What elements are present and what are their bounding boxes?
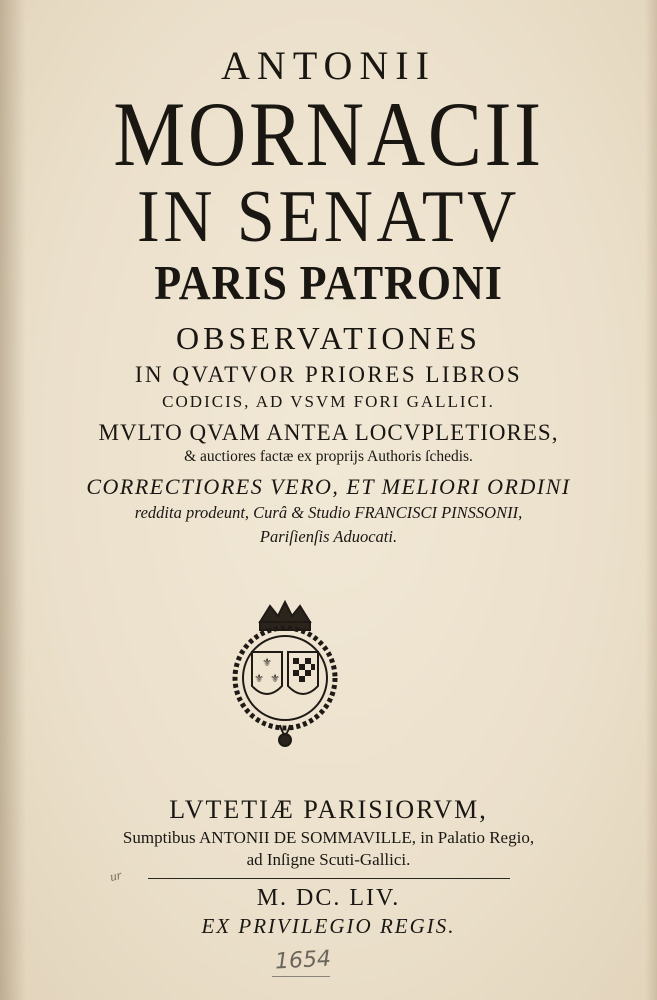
margin-mark: ur (108, 866, 123, 885)
title-line-senatu: IN SENATV (137, 176, 520, 258)
imprint-year: M. DC. LIV. (256, 885, 401, 911)
coat-of-arms-icon (220, 600, 350, 750)
svg-text:⚜: ⚜ (254, 672, 264, 685)
title-line-patroni: PARIS PATRONI (154, 255, 503, 310)
subtitle-line-1: IN QVATVOR PRIORES LIBROS (134, 362, 523, 387)
subtitle-line-5: CORRECTIORES VERO, ET MELIORI ORDINI (86, 474, 571, 499)
imprint-publisher: Sumptibus ANTONII DE SOMMAVILLE, in Palatio Regio, (122, 828, 535, 847)
subtitle-line-3: MVLTO QVAM ANTEA LOCVPLETIORES, (98, 420, 559, 445)
editor-title-line: Pariſienſis Aduocati. (259, 527, 398, 546)
imprint-sign: ad Inſigne Scuti-Gallici. (246, 850, 411, 869)
subtitle-line-4: & auctiores factæ ex proprijs Authoris ſchedis. (184, 448, 473, 465)
author-forename: ANTONII (221, 43, 436, 88)
pencil-date-note: 1654 (274, 946, 332, 975)
title-observationes: OBSERVATIONES (176, 320, 481, 356)
imprint-rule (148, 878, 510, 879)
author-surname: MORNACII (113, 83, 544, 185)
editor-line: reddita prodeunt, Curâ & Studio FRANCISCI PINSSONII, (134, 503, 523, 522)
imprint-place: LVTETIÆ PARISIORVM, (169, 795, 488, 824)
pencil-underline (272, 976, 330, 977)
svg-text:⚜: ⚜ (270, 672, 280, 685)
subtitle-line-2: CODICIS, AD VSVM FORI GALLICI. (162, 392, 495, 411)
svg-text:⚜: ⚜ (262, 656, 272, 669)
imprint-privilege: EX PRIVILEGIO REGIS. (201, 914, 456, 938)
